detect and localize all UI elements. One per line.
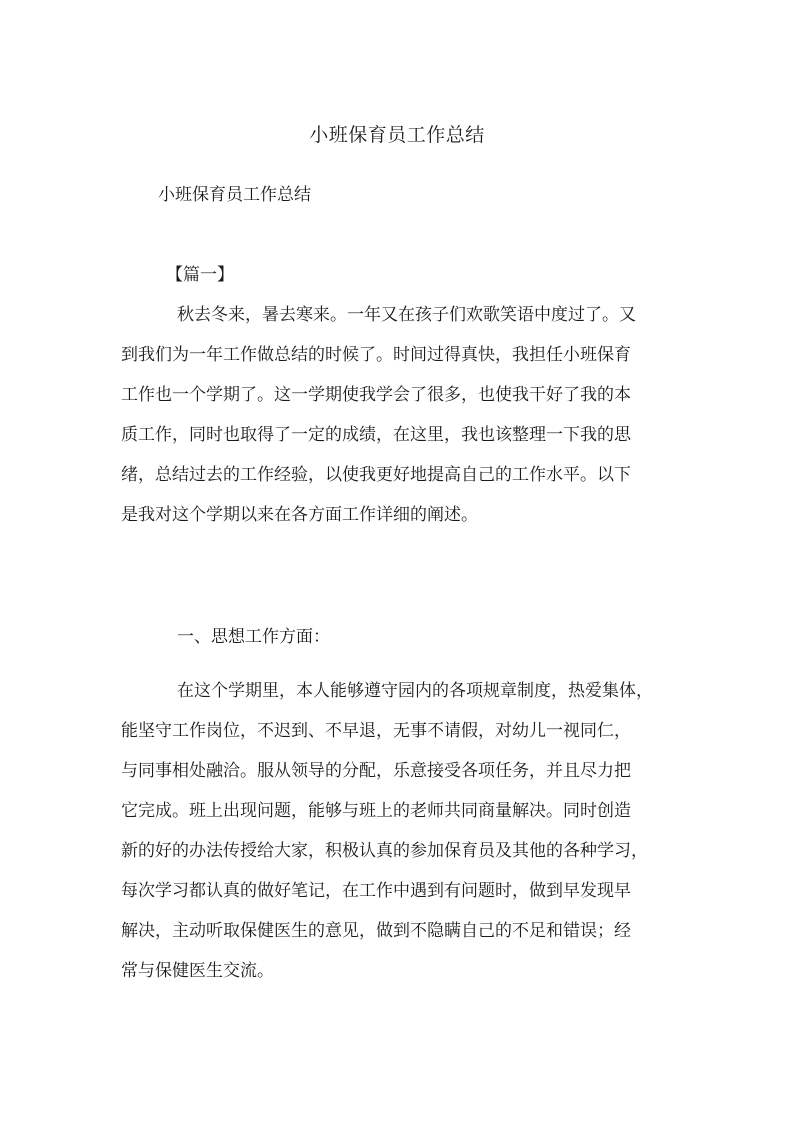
document-title: 小班保育员工作总结 — [309, 124, 485, 146]
paragraph-line: 每次学习都认真的做好笔记，在工作中遇到有问题时，做到早发现早 — [121, 881, 631, 901]
section-heading: 一、思想工作方面： — [177, 627, 330, 647]
paragraph-line: 在这个学期里，本人能够遵守园内的各项规章制度，热爱集体， — [177, 681, 653, 701]
document-subtitle: 小班保育员工作总结 — [158, 185, 311, 205]
paragraph-line: 秋去冬来，暑去寒来。一年又在孩子们欢歌笑语中度过了。又 — [177, 305, 636, 325]
paragraph-line: 是我对这个学期以来在各方面工作详细的阐述。 — [121, 505, 478, 525]
paragraph-line: 质工作，同时也取得了一定的成绩，在这里，我也该整理一下我的思 — [121, 425, 631, 445]
paragraph-line: 工作也一个学期了。这一学期使我学会了很多，也使我干好了我的本 — [121, 385, 631, 405]
section-label: 【篇一】 — [166, 265, 234, 285]
paragraph-line: 与同事相处融洽。服从领导的分配，乐意接受各项任务，并且尽力把 — [121, 761, 631, 781]
paragraph-line: 它完成。班上出现问题，能够与班上的老师共同商量解决。同时创造 — [121, 801, 631, 821]
paragraph-line: 到我们为一年工作做总结的时候了。时间过得真快，我担任小班保育 — [121, 345, 631, 365]
paragraph-line: 常与保健医生交流。 — [121, 961, 274, 981]
paragraph-line: 新的好的办法传授给大家，积极认真的参加保育员及其他的各种学习， — [121, 841, 648, 861]
paragraph-line: 能坚守工作岗位，不迟到、不早退，无事不请假，对幼儿一视同仁， — [121, 721, 631, 741]
paragraph-line: 解决，主动听取保健医生的意见，做到不隐瞒自己的不足和错误；经 — [121, 921, 631, 941]
paragraph-line: 绪，总结过去的工作经验，以使我更好地提高自己的工作水平。以下 — [121, 465, 631, 485]
